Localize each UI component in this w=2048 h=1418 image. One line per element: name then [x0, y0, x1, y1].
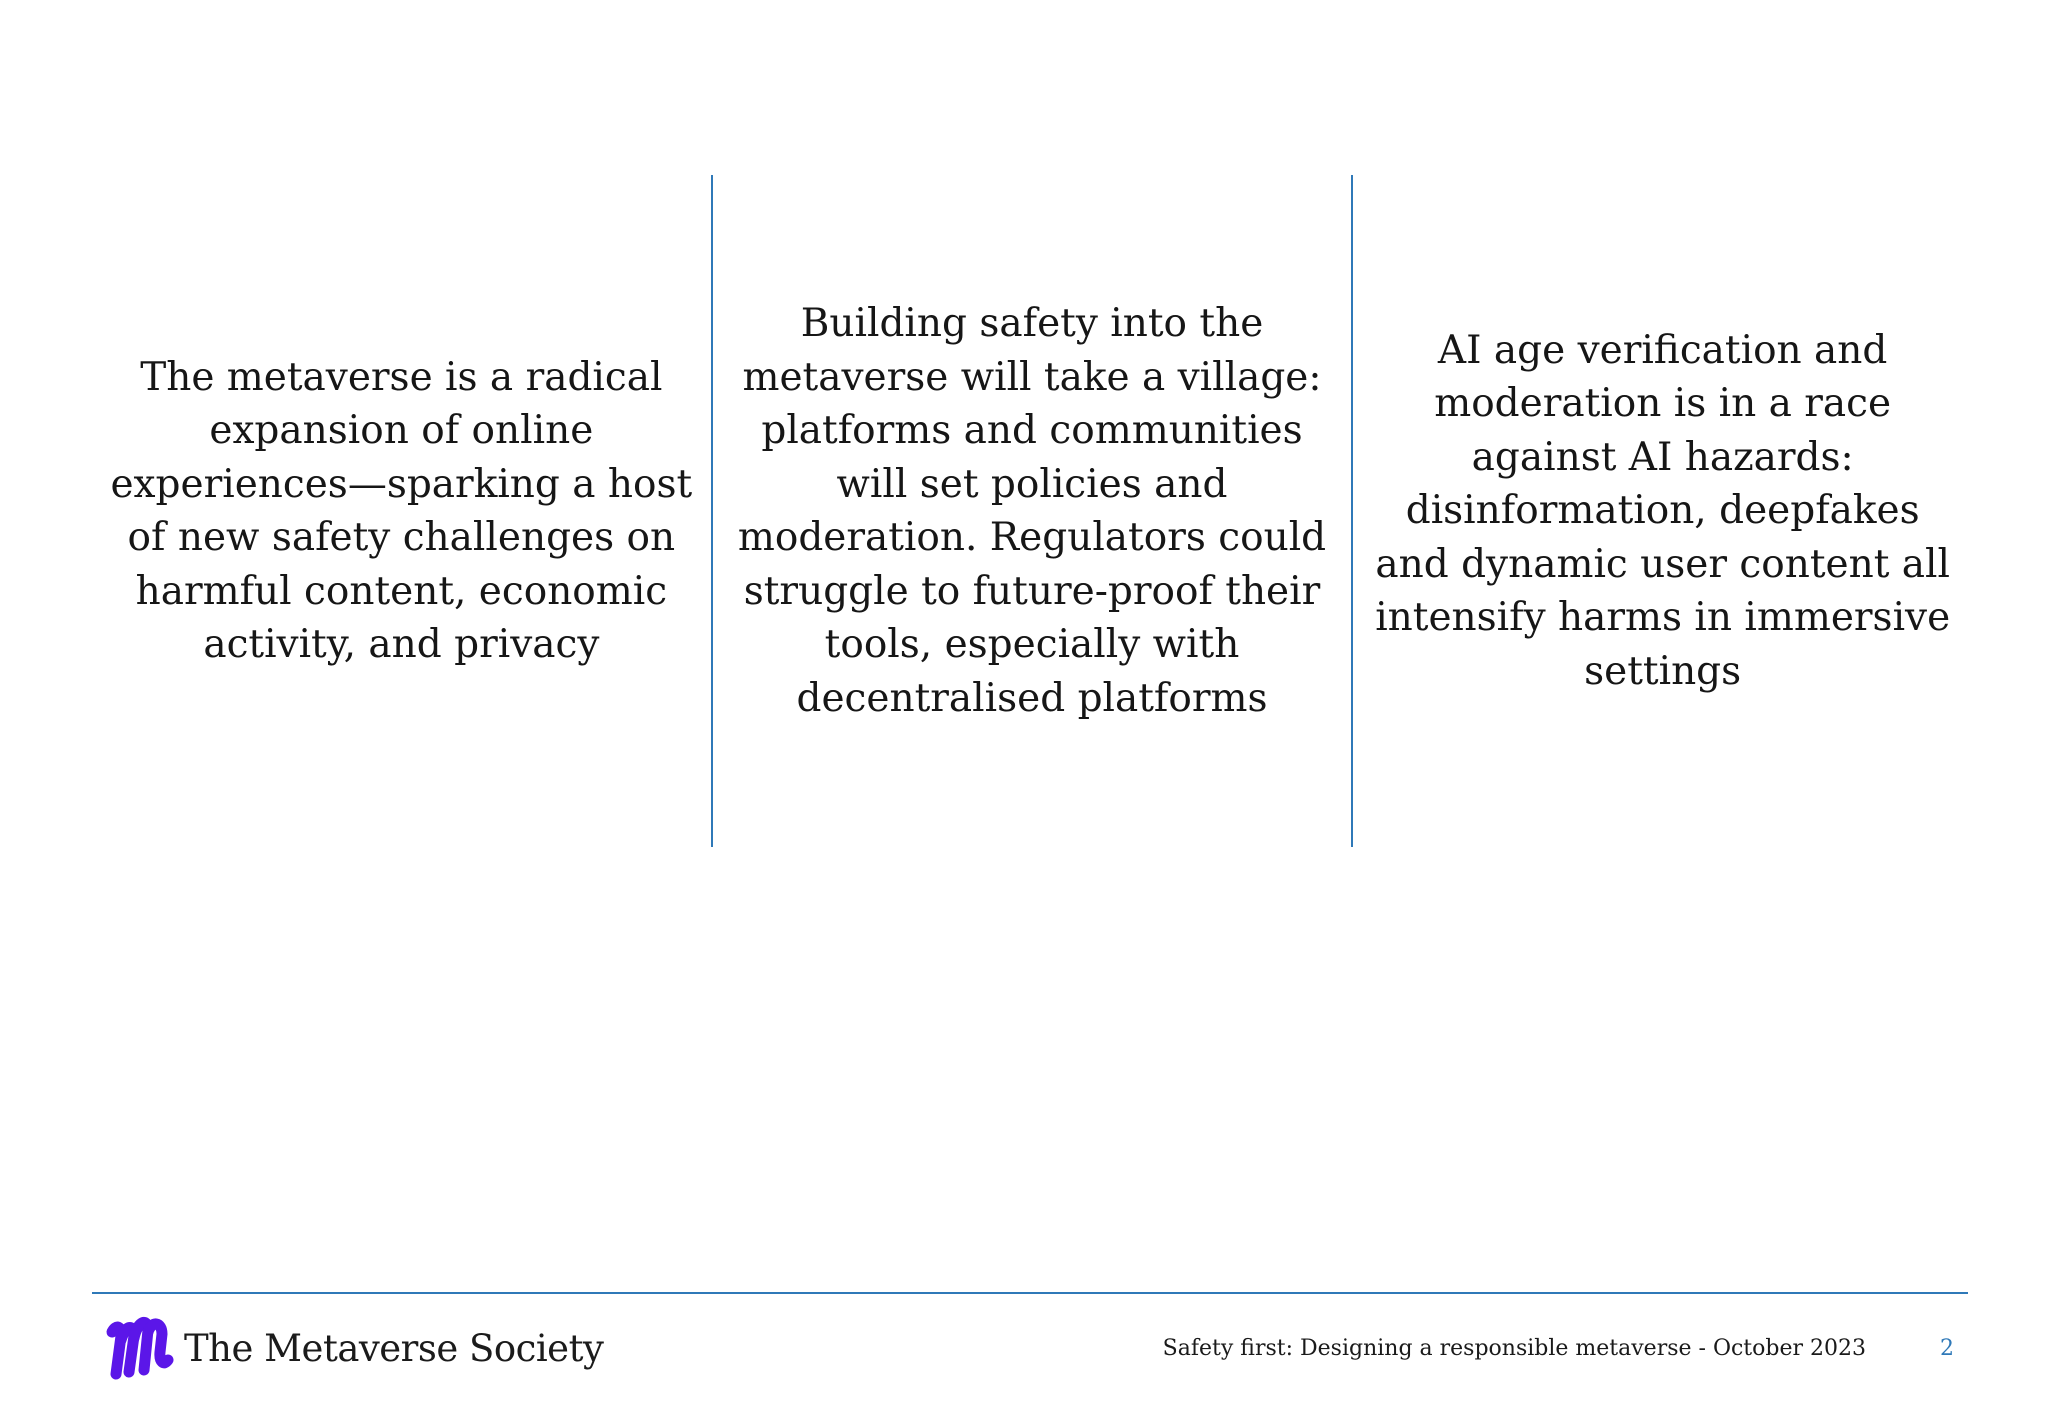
brand-logo	[104, 1308, 603, 1388]
key-point-column-2	[713, 175, 1352, 847]
document-title: Safety first: Designing a responsible metaverse - October 2023	[1162, 1336, 1866, 1361]
key-point-column-1	[92, 175, 711, 847]
key-points-columns	[92, 175, 1972, 847]
page-number: 2	[1940, 1336, 1954, 1361]
brand-name: The Metaverse Society	[184, 1326, 604, 1370]
key-point-text-3: AI age verification and moderation is in a race against AI hazards: disinformation, deepfakes and dynamic user content all intensify harms in immersive settings	[1375, 327, 1951, 694]
footer-divider	[92, 1292, 1968, 1294]
key-point-column-3	[1353, 175, 1972, 847]
key-point-text-1: The metaverse is a radical expansion of online experiences—sparking a host of new safety challenges on harmful content, economic activity, and privacy	[110, 354, 693, 667]
metaverse-society-logo-icon	[104, 1310, 174, 1386]
page-footer	[104, 1308, 1954, 1388]
key-point-text-2: Building safety into the metaverse will take a village: platforms and communities will set policies and moderation. Regulators could struggle to future-proof their tools, especially with decentralised platforms	[737, 301, 1327, 721]
